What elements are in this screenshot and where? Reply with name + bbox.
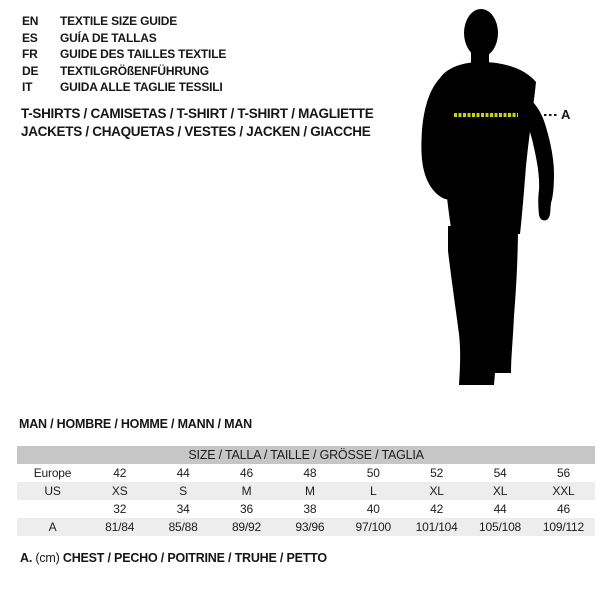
cell: 38 <box>303 502 317 516</box>
cell: XXL <box>552 484 575 498</box>
measure-leader-line <box>544 114 558 116</box>
language-row <box>22 46 226 63</box>
footnote-unit: (cm) <box>35 551 60 565</box>
language-list <box>22 13 226 96</box>
cell: 97/100 <box>355 520 392 534</box>
cell: 105/108 <box>479 520 522 534</box>
cell: 85/88 <box>168 520 198 534</box>
cell: M <box>241 484 252 498</box>
cell: 46 <box>240 466 253 480</box>
cell: 48 <box>303 466 317 480</box>
table-row-chest <box>17 518 595 536</box>
cell: 40 <box>366 502 380 516</box>
language-code: DE <box>22 63 39 78</box>
measure-label-a: A <box>561 107 571 122</box>
cell: 32 <box>113 502 127 516</box>
footnote-prefix: A. <box>20 551 33 565</box>
cell: 44 <box>493 502 507 516</box>
row-label: Europe <box>33 466 72 480</box>
cell: 42 <box>430 502 444 516</box>
cell: 34 <box>176 502 190 516</box>
language-code: IT <box>22 80 33 94</box>
man-silhouette <box>415 6 565 390</box>
cell: 44 <box>176 466 190 480</box>
cell: 54 <box>493 466 507 480</box>
row-label: A <box>48 520 57 534</box>
language-row <box>22 13 226 30</box>
cell: 89/92 <box>231 520 261 534</box>
cell: 36 <box>240 502 253 516</box>
language-code: ES <box>22 30 38 45</box>
cell: 46 <box>557 502 570 516</box>
language-name: TEXTILE SIZE GUIDE <box>60 14 178 28</box>
table-row-us <box>17 482 595 500</box>
language-row <box>22 63 226 80</box>
cell: 56 <box>557 466 570 480</box>
cell: S <box>179 484 187 498</box>
cell: 109/112 <box>542 520 585 534</box>
category-line-jackets: JACKETS / CHAQUETAS / VESTES / JACKEN / GIACCHE <box>21 123 371 139</box>
language-name: TEXTILGRÖßENFÜHRUNG <box>60 63 209 78</box>
cell: 50 <box>366 466 380 480</box>
row-label <box>17 500 88 518</box>
size-table <box>17 446 595 536</box>
cell: XL <box>492 484 508 498</box>
cell: 81/84 <box>105 520 135 534</box>
language-code: EN <box>22 14 39 28</box>
language-name: GUIDE DES TAILLES TEXTILE <box>60 47 227 61</box>
language-row <box>22 79 226 96</box>
man-silhouette-svg <box>415 6 565 390</box>
cell: L <box>370 484 377 498</box>
language-name: GUIDA ALLE TAGLIE TESSILI <box>60 80 223 94</box>
table-row-numeric <box>17 500 595 518</box>
category-lines <box>21 105 373 140</box>
footnote-text: CHEST / PECHO / POITRINE / TRUHE / PETTO <box>62 551 327 565</box>
size-table-header: SIZE / TALLA / TAILLE / GRÖSSE / TAGLIA <box>17 446 595 464</box>
category-line-tshirts: T-SHIRTS / CAMISETAS / T-SHIRT / T-SHIRT / MAGLIETTE <box>21 106 374 121</box>
language-name: GUÍA DE TALLAS <box>60 30 157 45</box>
section-title-man: MAN / HOMBRE / HOMME / MANN / MAN <box>19 417 252 431</box>
cell: 101/104 <box>415 520 458 534</box>
language-code: FR <box>22 47 38 61</box>
cell: XL <box>429 484 444 498</box>
cell: 42 <box>113 466 127 480</box>
size-table-header-row <box>17 446 595 464</box>
table-row-europe <box>17 464 595 482</box>
cell: M <box>304 484 315 498</box>
row-label: US <box>44 484 61 498</box>
language-row <box>22 30 226 47</box>
cell: 52 <box>430 466 444 480</box>
footnote-chest <box>20 551 327 565</box>
chest-measure-line <box>454 113 518 117</box>
cell: 93/96 <box>295 520 325 534</box>
cell: XS <box>111 484 128 498</box>
